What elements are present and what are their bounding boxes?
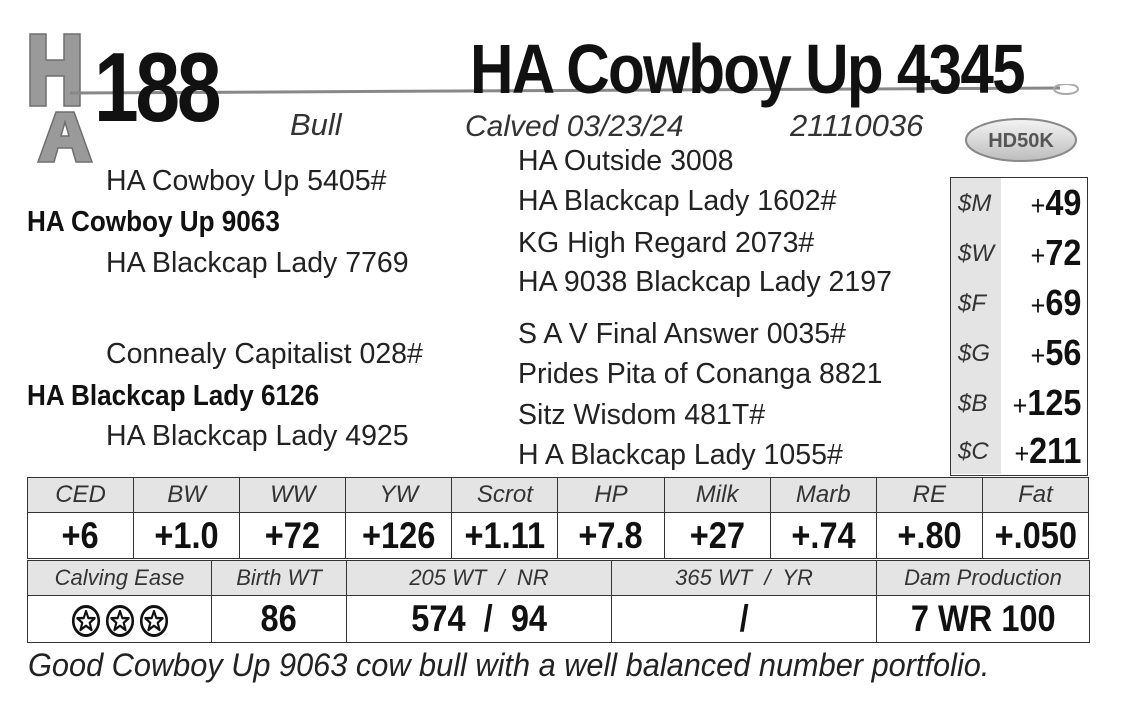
animal-sex: Bull bbox=[290, 107, 342, 142]
lot-number: 188 bbox=[94, 32, 219, 142]
animal-name: HA Cowboy Up 4345 bbox=[470, 30, 1024, 108]
epd-value: +7.8 bbox=[558, 513, 664, 559]
epd-table bbox=[27, 477, 1089, 559]
production-header: Calving Ease bbox=[28, 561, 212, 596]
pedigree-right-4: HA 9038 Blackcap Lady 2197 bbox=[518, 266, 892, 298]
epd-header: WW bbox=[240, 478, 346, 513]
index-value: +125 bbox=[1012, 382, 1081, 423]
epd-header-row bbox=[28, 478, 1089, 513]
hd50k-badge-icon bbox=[963, 116, 1079, 164]
epd-value: +1.11 bbox=[452, 513, 558, 559]
index-name: $G bbox=[958, 340, 991, 367]
epd-value: +.050 bbox=[982, 513, 1088, 559]
epd-header: BW bbox=[134, 478, 240, 513]
index-row-b bbox=[951, 378, 1087, 428]
pedigree-right-8: H A Blackcap Lady 1055# bbox=[518, 439, 843, 471]
pedigree-right-7: Sitz Wisdom 481T# bbox=[518, 399, 766, 431]
epd-header: HP bbox=[558, 478, 664, 513]
production-header: 365 WT / YR bbox=[612, 561, 877, 596]
lot-comment: Good Cowboy Up 9063 cow bull with a well balanced number portfolio. bbox=[28, 647, 990, 683]
svg-text:HD50K: HD50K bbox=[988, 130, 1054, 152]
pedigree-right-5: S A V Final Answer 0035# bbox=[518, 318, 846, 350]
pedigree-dam-dam: HA Blackcap Lady 4925 bbox=[106, 420, 409, 452]
dollar-index-box bbox=[950, 177, 1088, 476]
epd-header: YW bbox=[346, 478, 452, 513]
calved-date bbox=[465, 110, 684, 144]
epd-value: +.74 bbox=[770, 513, 876, 559]
index-row-m bbox=[951, 178, 1087, 228]
star-icon bbox=[139, 605, 167, 637]
star-icon bbox=[71, 605, 99, 637]
pedigree-sire: HA Cowboy Up 9063 bbox=[27, 206, 280, 238]
epd-value: +27 bbox=[664, 513, 770, 559]
pedigree-sire-dam: HA Blackcap Lady 7769 bbox=[106, 247, 409, 279]
production-header: Birth WT bbox=[212, 561, 347, 596]
calved-value: 03/23/24 bbox=[566, 110, 684, 143]
epd-value: +126 bbox=[346, 513, 452, 559]
index-row-f bbox=[951, 278, 1087, 328]
index-value: +69 bbox=[1030, 282, 1081, 323]
production-header-row bbox=[28, 561, 1090, 596]
calving-ease-stars bbox=[28, 596, 212, 643]
calved-label: Calved bbox=[465, 110, 559, 143]
pedigree-right-2: HA Blackcap Lady 1602# bbox=[518, 185, 837, 217]
pedigree-dam: HA Blackcap Lady 6126 bbox=[27, 380, 320, 412]
epd-header: Marb bbox=[770, 478, 876, 513]
production-header: Dam Production bbox=[877, 561, 1090, 596]
epd-header: Scrot bbox=[452, 478, 558, 513]
index-name: $C bbox=[958, 438, 989, 465]
pedigree-right-1: HA Outside 3008 bbox=[518, 145, 734, 177]
production-header: 205 WT / NR bbox=[347, 561, 612, 596]
index-name: $B bbox=[958, 390, 988, 417]
index-value: +49 bbox=[1030, 182, 1081, 223]
star-icon bbox=[105, 605, 133, 637]
pedigree-dam-sire: Connealy Capitalist 028# bbox=[106, 338, 423, 370]
epd-header: RE bbox=[876, 478, 982, 513]
pedigree-sire-sire: HA Cowboy Up 5405# bbox=[106, 165, 387, 197]
production-table bbox=[27, 560, 1090, 643]
index-name: $M bbox=[958, 190, 992, 217]
index-name: $F bbox=[958, 290, 987, 317]
epd-header: Fat bbox=[982, 478, 1088, 513]
index-row-w bbox=[951, 228, 1087, 278]
epd-value: +1.0 bbox=[134, 513, 240, 559]
index-row-c bbox=[951, 426, 1087, 476]
index-row-g bbox=[951, 328, 1087, 378]
index-name: $W bbox=[958, 240, 994, 267]
birth-weight: 86 bbox=[212, 596, 347, 643]
epd-value: +.80 bbox=[876, 513, 982, 559]
epd-header: Milk bbox=[664, 478, 770, 513]
epd-value: +72 bbox=[240, 513, 346, 559]
weaning-weight-ratio: 574 / 94 bbox=[347, 596, 612, 643]
pedigree-right-6: Prides Pita of Conanga 8821 bbox=[518, 358, 883, 390]
epd-value: +6 bbox=[28, 513, 134, 559]
index-value: +72 bbox=[1030, 232, 1081, 273]
pedigree-right-3: KG High Regard 2073# bbox=[518, 227, 815, 259]
yearling-weight-ratio: / bbox=[612, 596, 877, 643]
index-value: +211 bbox=[1014, 430, 1081, 471]
registration-number: 21110036 bbox=[790, 108, 924, 143]
epd-header: CED bbox=[28, 478, 134, 513]
production-value-row bbox=[28, 596, 1090, 643]
dam-production: 7 WR 100 bbox=[877, 596, 1090, 643]
epd-value-row bbox=[28, 513, 1089, 559]
index-value: +56 bbox=[1030, 332, 1081, 373]
